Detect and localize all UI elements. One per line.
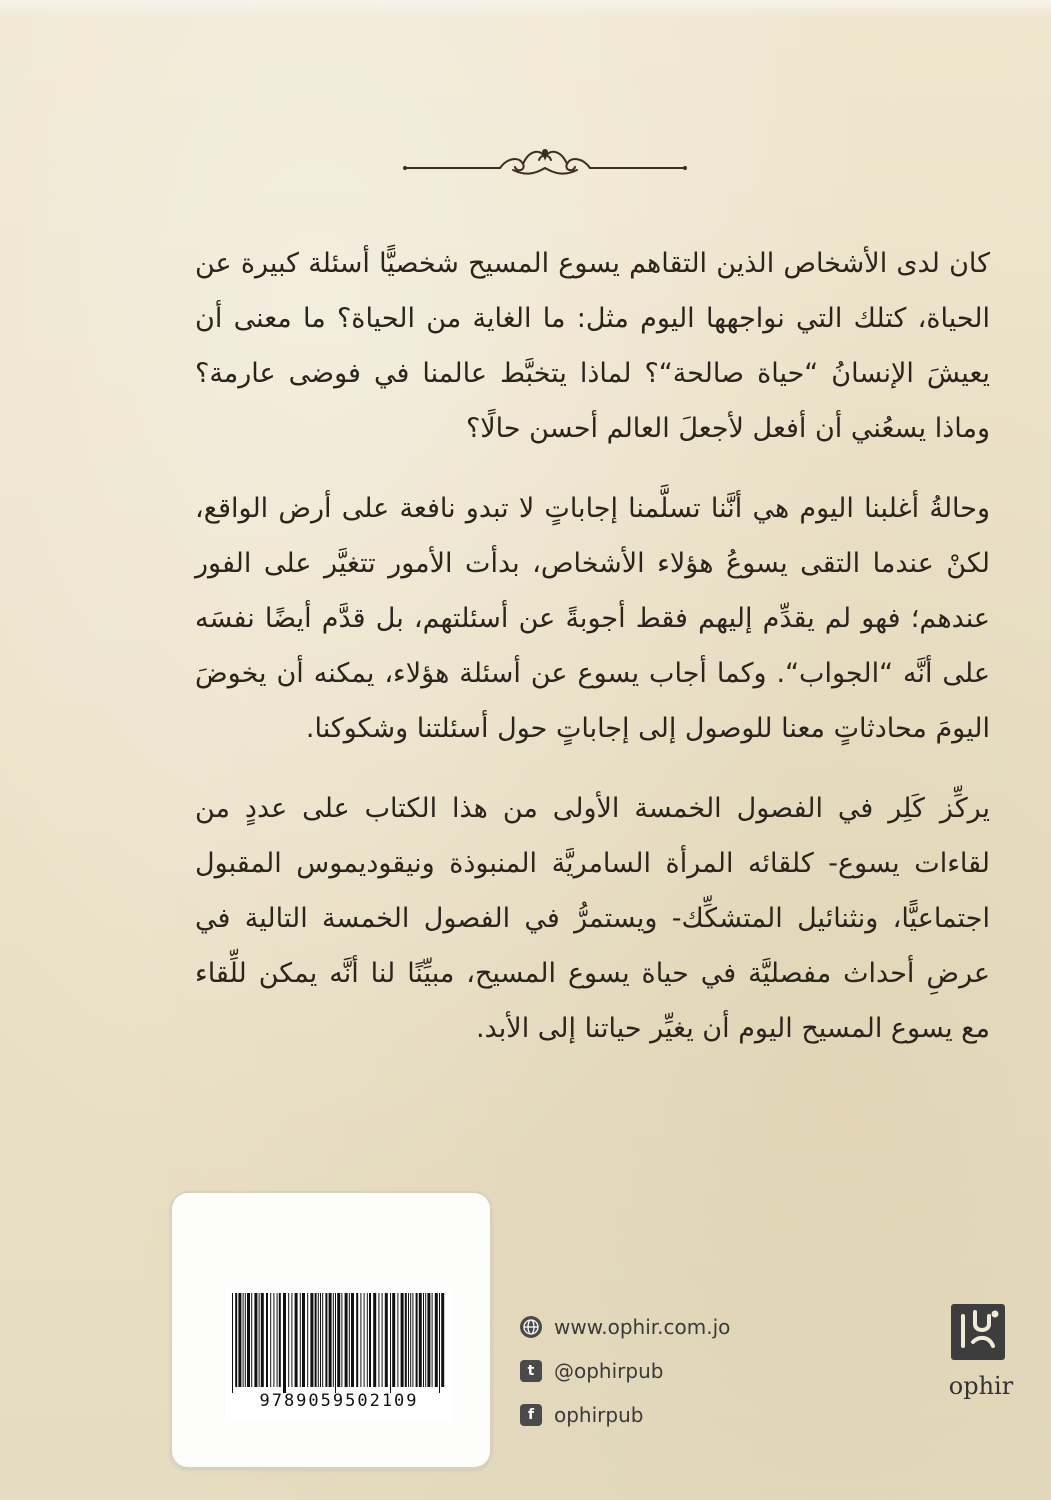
barcode-bar (266, 1293, 268, 1387)
barcode-bar (325, 1293, 327, 1387)
barcode-bar (277, 1293, 278, 1387)
barcode-bar (408, 1293, 409, 1387)
barcode-bar (427, 1293, 430, 1387)
barcode-bar (412, 1293, 413, 1387)
barcode-bar (270, 1293, 271, 1387)
twitter-row[interactable] (520, 1349, 790, 1393)
ophir-logo-icon (949, 1302, 1007, 1362)
barcode-bar (435, 1293, 438, 1387)
barcode-bar (423, 1293, 424, 1387)
ornamental-divider-icon (395, 140, 695, 180)
barcode-bar (341, 1293, 342, 1387)
barcode-bar (333, 1293, 334, 1387)
twitter-handle[interactable]: @ophirpub (554, 1359, 664, 1383)
barcode-bar (351, 1293, 354, 1387)
description-paragraph: كان لدى الأشخاص الذين التقاهم يسوع المسيح شخصيًّا أسئلة كبيرة عن الحياة، كتلك التي نواجهها اليوم مثل: ما الغاية من الحياة؟ ما معنى أن يعيشَ الإنسانُ “حياة صالحة“؟ لماذا يتخبَّط عالمنا في فوضى عارمة؟ وماذا يسعُني أن أفعل لأجعلَ العالم أحسن حالًا؟ (195, 248, 990, 444)
facebook-icon: f (520, 1404, 542, 1426)
barcode-bar (247, 1293, 250, 1387)
barcode-bar (410, 1293, 411, 1387)
facebook-handle[interactable]: ophirpub (554, 1403, 644, 1427)
barcode-bar (279, 1293, 281, 1387)
barcode-bar (302, 1293, 305, 1387)
barcode-bar (416, 1293, 418, 1387)
barcode-bar (369, 1293, 371, 1387)
barcode-bars (230, 1293, 448, 1393)
barcode-bar (378, 1293, 379, 1387)
description-paragraph: يركِّز كَلِر في الفصول الخمسة الأولى من هذا الكتاب على عددٍ من لقاءات يسوع- كلقائه المرأة السامريَّة المنبوذة ونيقوديموس المقبول اجتماعيًّا، ونثنائيل المتشكِّك- ويستمرُّ في الفصول الخمسة التالية في عرضِ أحداث مفصليَّة في حياة يسوع المسيح، مبيِّنًا لنا أنَّه يمكن للِّقاء مع يسوع المسيح اليوم أن يغيِّر حياتنا إلى الأبد. (195, 793, 990, 1044)
isbn-barcode (226, 1287, 452, 1422)
barcode-bar (349, 1293, 350, 1387)
barcode-bar (243, 1293, 244, 1387)
barcode-bar (425, 1293, 426, 1387)
barcode-bar (288, 1293, 289, 1387)
barcode-bar (335, 1293, 336, 1393)
isbn-number: 9789059502109 (259, 1391, 419, 1411)
publisher-contact (520, 1305, 790, 1437)
back-cover-description (195, 236, 990, 1081)
barcode-bar (329, 1293, 332, 1387)
website-row[interactable] (520, 1305, 790, 1349)
barcode-bar (367, 1293, 368, 1387)
barcode-bar (232, 1293, 233, 1393)
barcode-bar (307, 1293, 308, 1387)
barcode-bar (390, 1293, 391, 1393)
barcode-bar (385, 1293, 388, 1387)
barcode-bar (261, 1293, 264, 1387)
barcode-bar (254, 1293, 257, 1387)
barcode-bar (345, 1293, 348, 1387)
barcode-bar (235, 1293, 237, 1387)
barcode-bar (320, 1293, 321, 1387)
barcode-bar (364, 1293, 365, 1387)
cover-edge (0, 0, 1051, 18)
barcode-bar (360, 1293, 361, 1387)
barcode-bar (291, 1293, 292, 1387)
barcode-bar (273, 1293, 274, 1387)
barcode-bar (310, 1293, 313, 1387)
barcode-bar (397, 1293, 398, 1387)
barcode-bar (432, 1293, 433, 1387)
publisher-name: ophir (948, 1372, 1014, 1400)
facebook-row[interactable] (520, 1393, 790, 1437)
barcode-bar (245, 1293, 246, 1387)
barcode-bar (337, 1293, 340, 1387)
barcode-bar (441, 1293, 444, 1387)
barcode-bar (251, 1293, 252, 1387)
barcode-bar (419, 1293, 422, 1387)
barcode-bar (283, 1293, 286, 1393)
barcode-bar (401, 1293, 404, 1387)
barcode-bar (300, 1293, 301, 1387)
barcode-bar (392, 1293, 395, 1387)
barcode-bar (373, 1293, 376, 1387)
barcode-bar (238, 1293, 241, 1387)
twitter-icon: t (520, 1360, 542, 1382)
barcode-bar (315, 1293, 317, 1387)
barcode-bar (356, 1293, 358, 1387)
barcode-bar (382, 1293, 383, 1387)
barcode-bar (405, 1293, 407, 1387)
website-link[interactable]: www.ophir.com.jo (554, 1315, 731, 1339)
barcode-bar (295, 1293, 298, 1387)
barcode-bar (259, 1293, 260, 1387)
barcode-bar (318, 1293, 319, 1387)
barcode-bar (322, 1293, 323, 1387)
globe-icon (520, 1316, 542, 1338)
barcode-bar (439, 1293, 440, 1393)
description-paragraph: وحالةُ أغلبنا اليوم هي أنَّنا تسلَّمنا إجاباتٍ لا تبدو نافعة على أرض الواقع، لكنْ عندما التقى يسوعُ هؤلاء الأشخاص، بدأت الأمور تتغيَّر على الفور عندهم؛ فهو لم يقدِّم إليهم فقط أجوبةً عن أسئلتهم، بل قدَّم أيضًا نفسَه على أنَّه “الجواب“. وكما أجاب يسوع عن أسئلة هؤلاء، يمكنه أن يخوضَ اليومَ محادثاتٍ معنا للوصول إلى إجاباتٍ حول أسئلتنا وشكوكنا. (195, 493, 990, 744)
